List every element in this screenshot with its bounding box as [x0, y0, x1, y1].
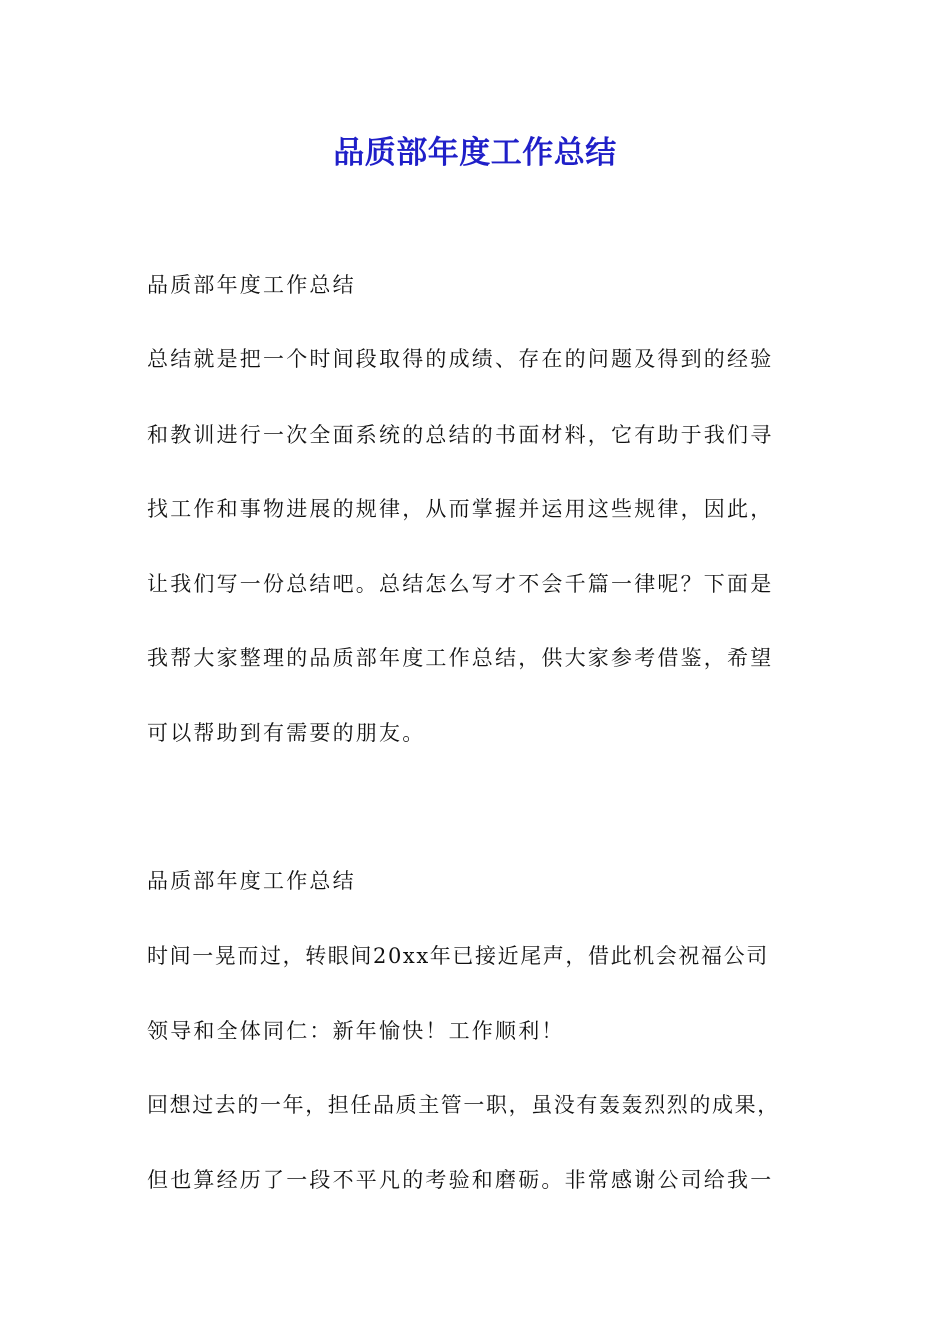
- paragraph-line: 和教训进行一次全面系统的总结的书面材料，它有助于我们寻: [147, 423, 774, 447]
- document-title: 品质部年度工作总结: [333, 135, 617, 171]
- paragraph-line: 我帮大家整理的品质部年度工作总结，供大家参考借鉴，希望: [147, 646, 774, 670]
- section-heading: 品质部年度工作总结: [147, 869, 356, 893]
- paragraph-line: 找工作和事物进展的规律，从而掌握并运用这些规律，因此，: [147, 497, 774, 521]
- paragraph-line: 可以帮助到有需要的朋友。: [147, 721, 426, 745]
- section-heading: 品质部年度工作总结: [147, 273, 356, 297]
- paragraph-line: 回想过去的一年，担任品质主管一职，虽没有轰轰烈烈的成果，: [147, 1093, 780, 1117]
- paragraph-line: 但也算经历了一段不平凡的考验和磨砺。非常感谢公司给我一: [147, 1168, 774, 1192]
- paragraph-line: 时间一晃而过，转眼间20xx年已接近尾声，借此机会祝福公司: [147, 944, 769, 968]
- paragraph-line: 领导和全体同仁：新年愉快！工作顺利！: [147, 1019, 565, 1043]
- paragraph-line: 总结就是把一个时间段取得的成绩、存在的问题及得到的经验: [147, 347, 774, 371]
- paragraph-line: 让我们写一份总结吧。总结怎么写才不会千篇一律呢？下面是: [147, 572, 774, 596]
